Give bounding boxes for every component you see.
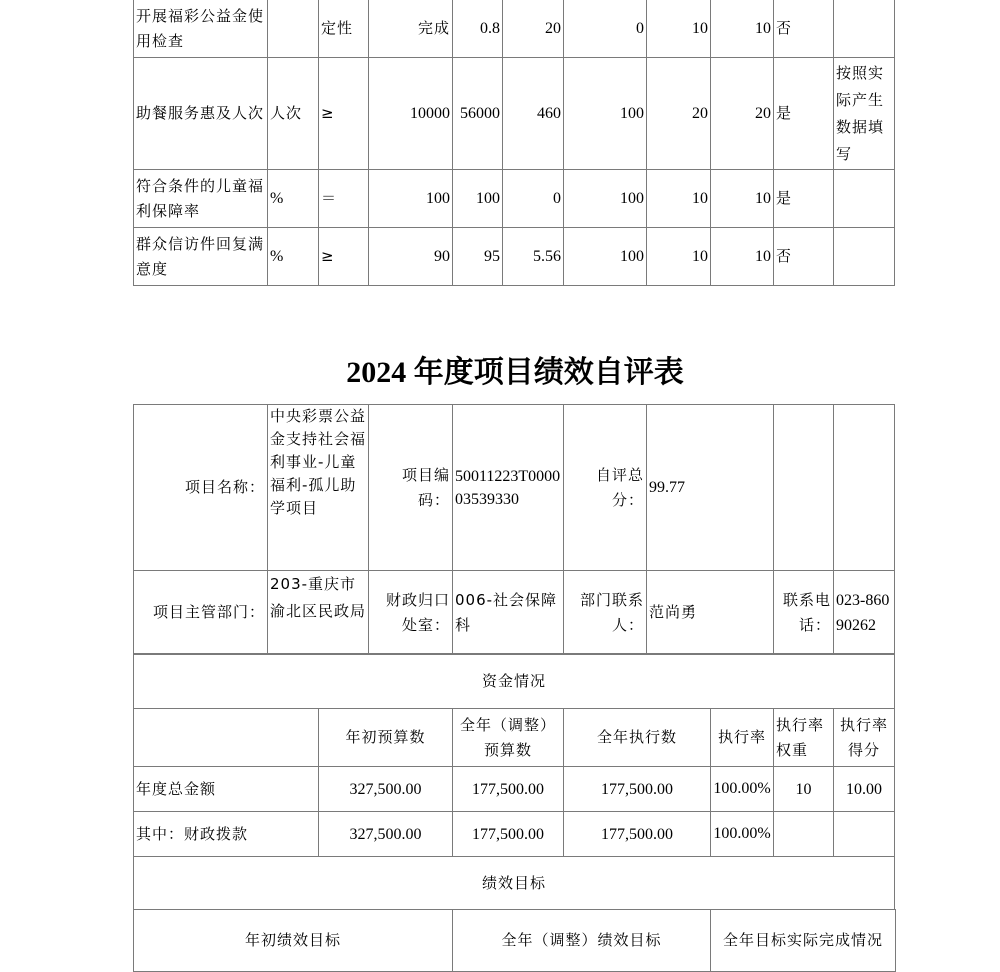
contact-person-value: 范尚勇: [647, 571, 774, 655]
funds-header-weight: 执行率权重: [774, 709, 834, 767]
funds-adjusted: 177,500.00: [453, 767, 564, 812]
goals-section-title: 绩效目标: [134, 857, 895, 910]
indicator-value: 100: [453, 170, 503, 228]
indicator-note: [834, 228, 895, 286]
project-code-value: 50011223T000003539330: [453, 405, 564, 571]
indicator-deviation: 0: [564, 0, 647, 58]
indicator-weight: 20: [647, 58, 711, 170]
finance-office-label: 财政归口处室：: [369, 571, 453, 655]
project-info-table: [133, 404, 895, 655]
project-name-value: 中央彩票公益金支持社会福利事业-儿童福利-孤儿助学项目: [268, 405, 369, 571]
funds-section-title: 资金情况: [134, 654, 895, 709]
goals-header-initial: 年初绩效目标: [134, 910, 453, 972]
indicator-value: 56000: [453, 58, 503, 170]
phone-label: 联系电话：: [774, 571, 834, 655]
indicator-score: 10: [711, 228, 774, 286]
funds-header-rate: 执行率: [711, 709, 774, 767]
table-row: [134, 170, 895, 228]
indicator-unit: [268, 0, 319, 58]
funds-executed: 177,500.00: [564, 812, 711, 857]
funds-header-blank: [134, 709, 319, 767]
indicator-deviation: 100: [564, 170, 647, 228]
funds-header-initial: 年初预算数: [319, 709, 453, 767]
indicator-value: 0.8: [453, 0, 503, 58]
indicator-actual: 460: [503, 58, 564, 170]
table-row: [134, 228, 895, 286]
empty-cell: [774, 405, 834, 571]
indicator-name: 助餐服务惠及人次: [134, 58, 268, 170]
indicator-met: 是: [774, 58, 834, 170]
indicator-operator: 定性: [319, 0, 369, 58]
funds-header-adjusted: 全年（调整）预算数: [453, 709, 564, 767]
funds-score: [834, 812, 895, 857]
goals-header-actual: 全年目标实际完成情况: [711, 910, 896, 972]
phone-value: 023-86090262: [834, 571, 895, 655]
indicator-actual: 20: [503, 0, 564, 58]
table-row: [134, 812, 895, 857]
indicator-deviation: 100: [564, 228, 647, 286]
funds-initial: 327,500.00: [319, 767, 453, 812]
indicator-name: 符合条件的儿童福利保障率: [134, 170, 268, 228]
funds-initial: 327,500.00: [319, 812, 453, 857]
indicator-score: 20: [711, 58, 774, 170]
finance-office-value: 006-社会保障科: [453, 571, 564, 655]
department-label: 项目主管部门：: [134, 571, 268, 655]
indicator-deviation: 100: [564, 58, 647, 170]
table-row: [134, 58, 895, 170]
funds-header-score: 执行率得分: [834, 709, 895, 767]
funds-table: [133, 653, 895, 910]
indicator-met: 否: [774, 0, 834, 58]
indicator-score: 10: [711, 0, 774, 58]
indicator-target: 10000: [369, 58, 453, 170]
goals-header-adjusted: 全年（调整）绩效目标: [453, 910, 711, 972]
indicator-table: [133, 0, 895, 286]
self-score-label: 自评总分：: [564, 405, 647, 571]
funds-weight: [774, 812, 834, 857]
indicator-target: 100: [369, 170, 453, 228]
indicator-name: 开展福彩公益金使用检查: [134, 0, 268, 58]
funds-weight: 10: [774, 767, 834, 812]
indicator-met: 是: [774, 170, 834, 228]
funds-rate: 100.00%: [711, 767, 774, 812]
indicator-operator: ＝: [319, 170, 369, 228]
indicator-note: 按照实际产生数据填写: [834, 58, 895, 170]
indicator-met: 否: [774, 228, 834, 286]
self-score-value: 99.77: [647, 405, 774, 571]
indicator-name: 群众信访件回复满意度: [134, 228, 268, 286]
funds-executed: 177,500.00: [564, 767, 711, 812]
funds-row-label: 其中：财政拨款: [134, 812, 319, 857]
indicator-weight: 10: [647, 170, 711, 228]
indicator-unit: %: [268, 170, 319, 228]
indicator-actual: 0: [503, 170, 564, 228]
table-row: [134, 767, 895, 812]
indicator-unit: %: [268, 228, 319, 286]
indicator-unit: 人次: [268, 58, 319, 170]
funds-score: 10.00: [834, 767, 895, 812]
funds-row-label: 年度总金额: [134, 767, 319, 812]
project-name-label: 项目名称：: [134, 405, 268, 571]
indicator-actual: 5.56: [503, 228, 564, 286]
funds-header-executed: 全年执行数: [564, 709, 711, 767]
indicator-target: 90: [369, 228, 453, 286]
indicator-value: 95: [453, 228, 503, 286]
goals-table: [133, 909, 896, 972]
page-title: 2024 年度项目绩效自评表: [346, 356, 684, 389]
indicator-note: [834, 0, 895, 58]
funds-rate: 100.00%: [711, 812, 774, 857]
funds-adjusted: 177,500.00: [453, 812, 564, 857]
indicator-score: 10: [711, 170, 774, 228]
indicator-note: [834, 170, 895, 228]
indicator-weight: 10: [647, 228, 711, 286]
indicator-weight: 10: [647, 0, 711, 58]
indicator-target: 完成: [369, 0, 453, 58]
department-value: 203-重庆市渝北区民政局: [268, 571, 369, 655]
empty-cell: [834, 405, 895, 571]
indicator-operator: ≥: [319, 228, 369, 286]
indicator-operator: ≥: [319, 58, 369, 170]
project-code-label: 项目编码：: [369, 405, 453, 571]
table-row: [134, 0, 895, 58]
contact-person-label: 部门联系人：: [564, 571, 647, 655]
